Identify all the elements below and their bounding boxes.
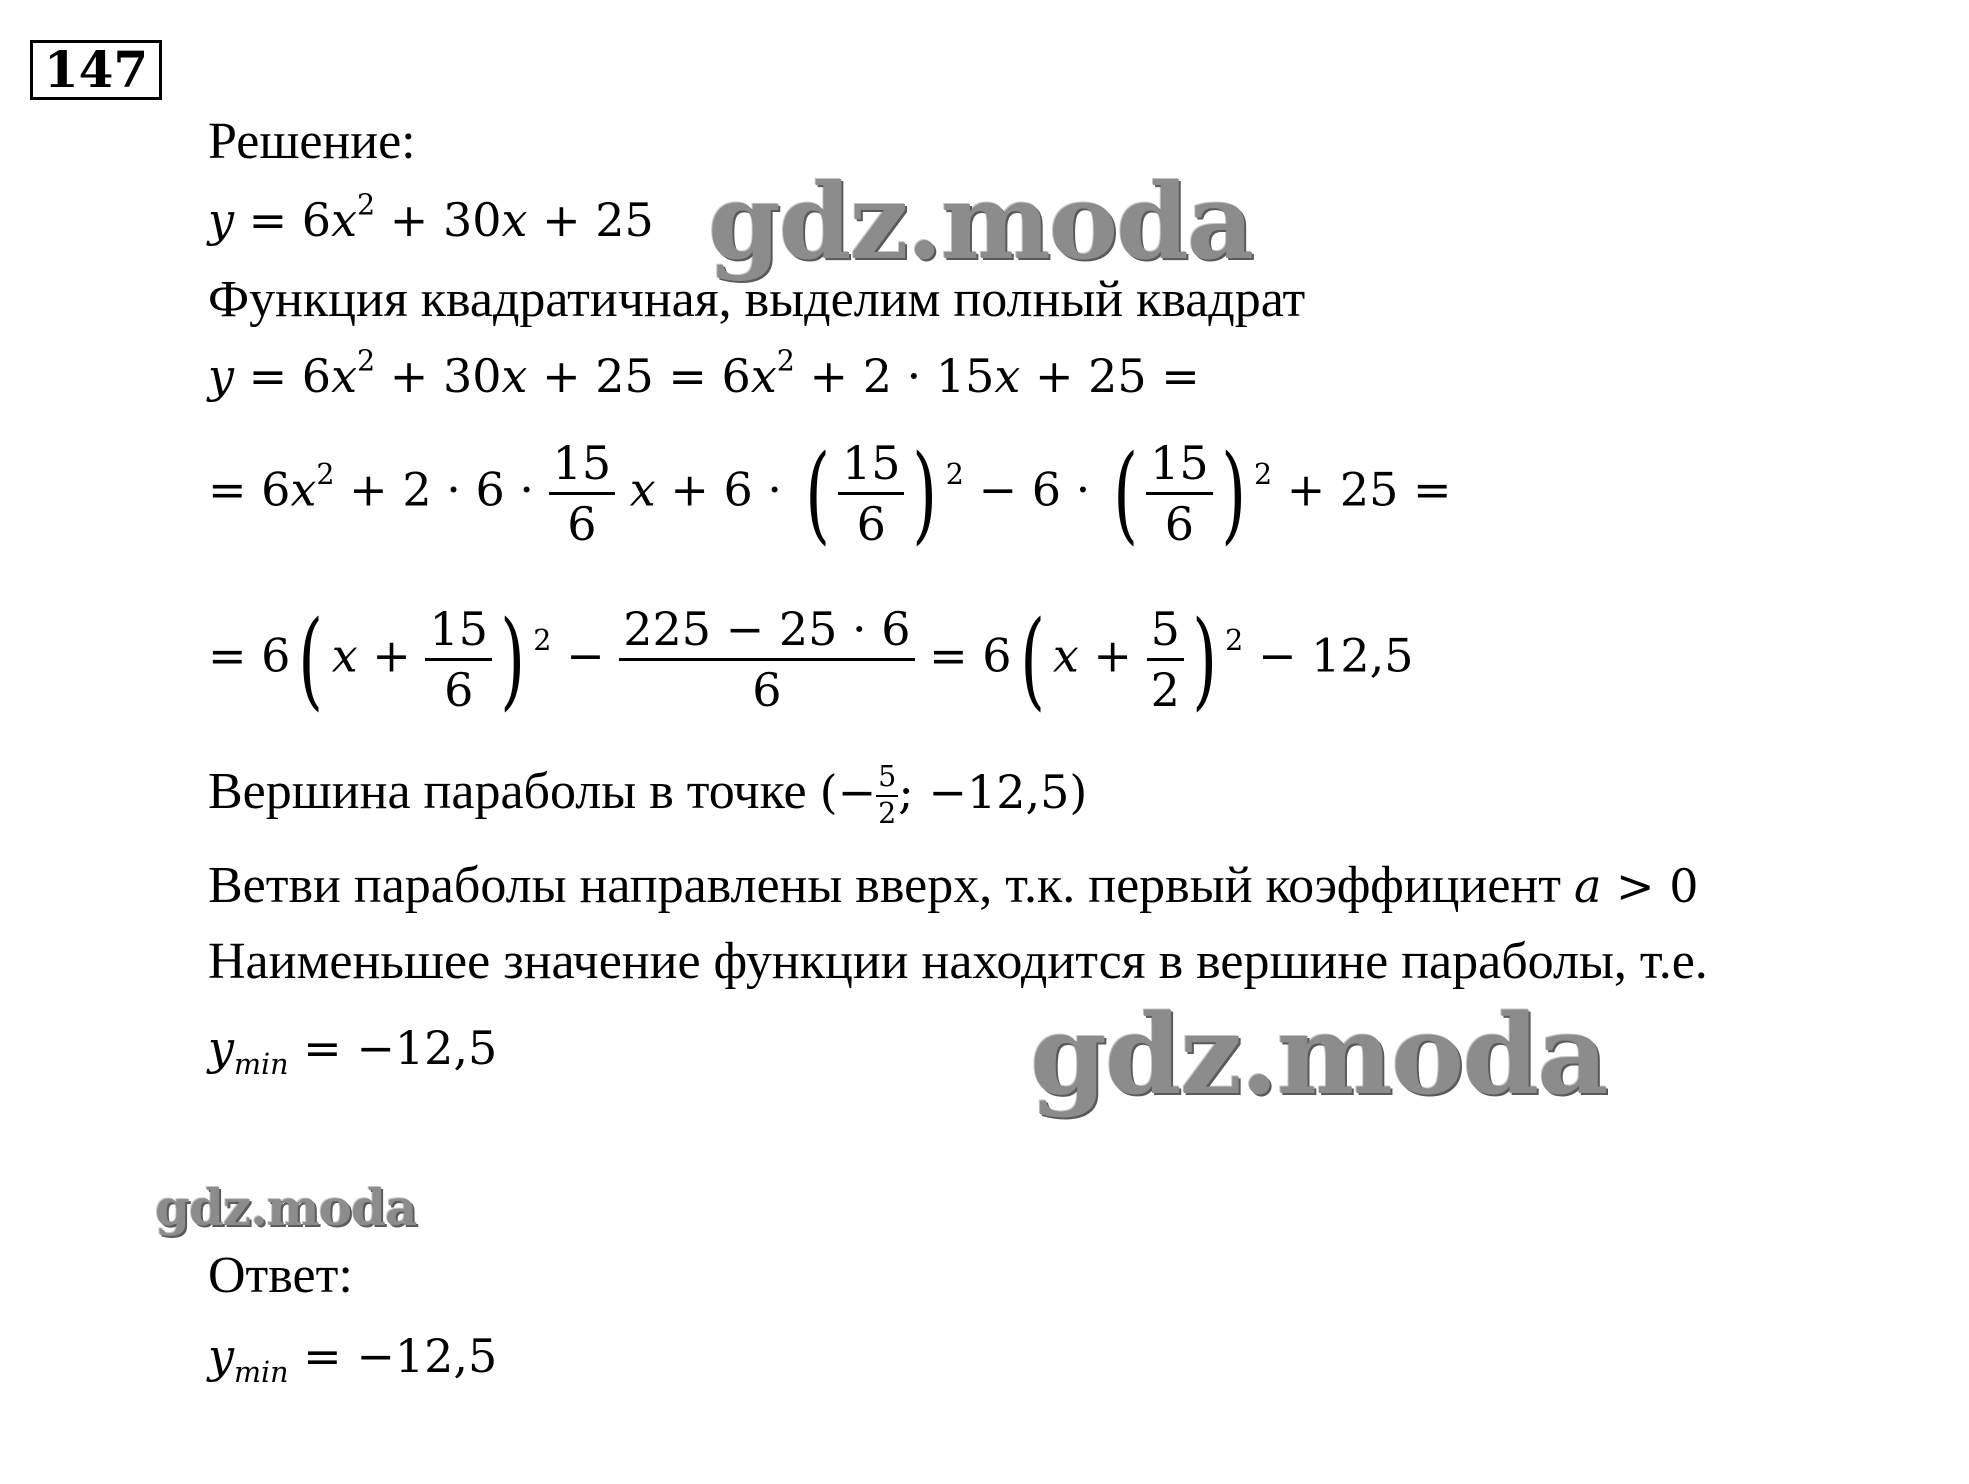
- watermark-middle: gdz.moda: [1030, 990, 1607, 1119]
- function-description: Функция квадратичная, выделим полный квадрат: [208, 271, 1306, 328]
- equation-line-3: = $6x^2 + 2 \cdot 6$ · $\frac{15}{6}$ x + 6 · ( $\frac{15}{6}$ ) $^2$ − 6 · ( $\frac{15}{6}$ ) $^2$ + 25 =: [208, 431, 1452, 555]
- vertex-line: Вершина параболы в точке (− $\frac{5}{2}$ ; −12,5): [208, 760, 1088, 830]
- equation-line-4: = 6( x + $\frac{15}{6}$ ) $^2$ − $\frac{225 - 25 \cdot 6}{6}$ = 6( x + $\frac{5}{2}$ ) $^2$ − 12,5: [208, 597, 1414, 721]
- branches-text: Ветви параболы направлены вверх, т.к. первый коэффициент: [208, 857, 1561, 914]
- solution-heading: Решение:: [208, 113, 416, 170]
- minimum-text: Наименьшее значение функции находится в вершине параболы, т.е.: [208, 933, 1708, 990]
- problem-number: 147: [30, 40, 162, 100]
- answer-value: $y_{min} = -12,5$: [208, 1329, 498, 1389]
- watermark-bottom: gdz.moda: [155, 1178, 417, 1237]
- watermark-top: gdz.moda: [708, 160, 1253, 283]
- minimum-value: $y_{min} = -12,5$: [208, 1021, 498, 1081]
- branches-line: Ветви параболы направлены вверх, т.к. первый коэффициент a > 0: [208, 857, 1699, 914]
- equation-line-2: $y = 6x^2 + 30x + 25 = 6x^2 + 2 \cdot 15x + 25$ =: [208, 344, 1200, 403]
- answer-heading: Ответ:: [208, 1247, 353, 1304]
- equation-line-1: $y = 6x^2 + 30x + 25$: [208, 188, 654, 247]
- vertex-text: Вершина параболы в точке: [208, 763, 807, 820]
